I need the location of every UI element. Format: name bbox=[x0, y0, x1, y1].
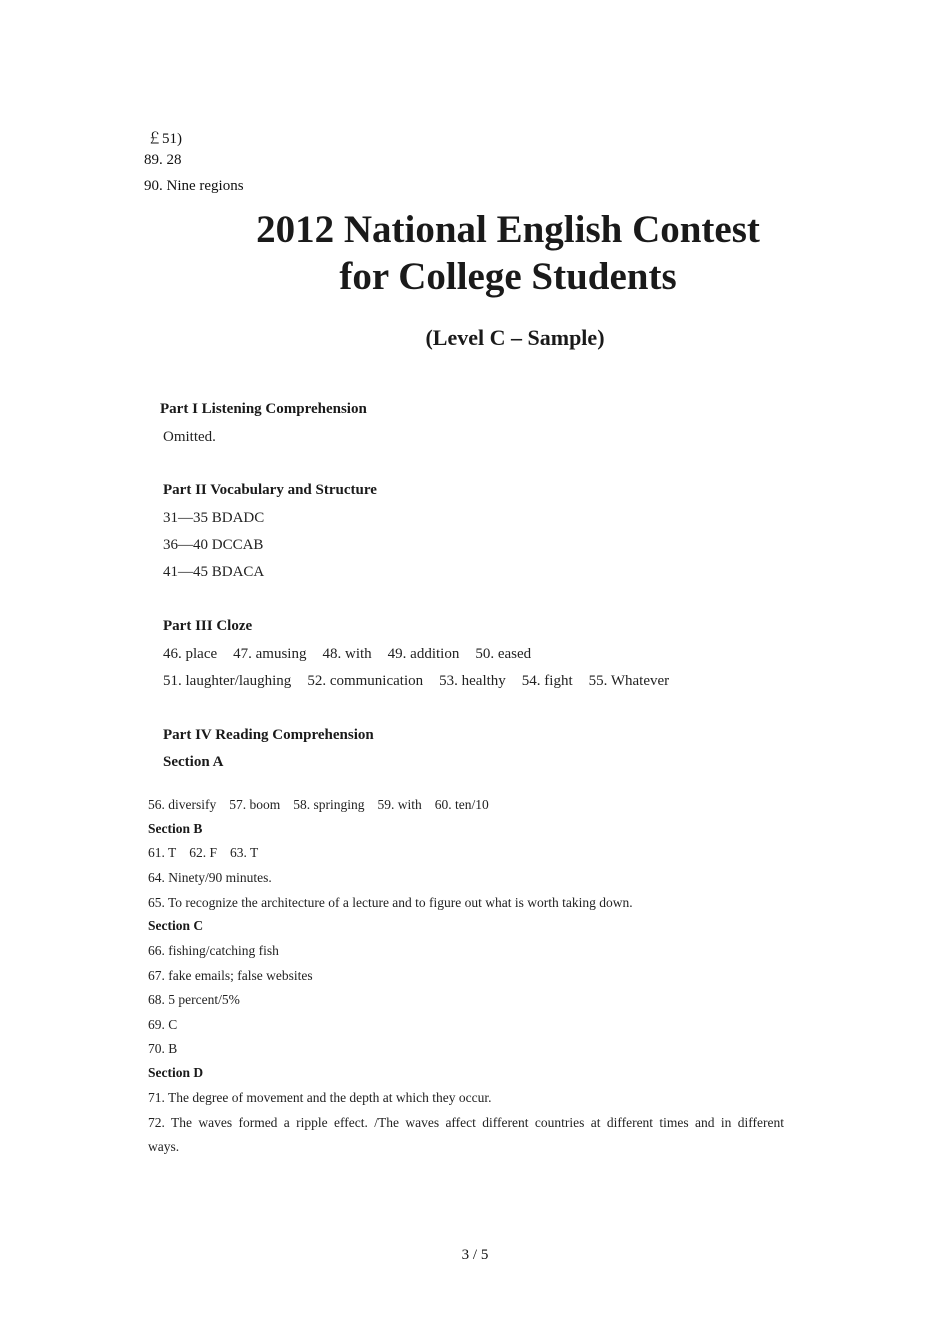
top-line-2: 89. 28 bbox=[144, 152, 182, 168]
reading-answer: 59. with bbox=[377, 797, 422, 812]
section-a-row bbox=[148, 797, 489, 813]
section-b-heading: Section B bbox=[148, 821, 203, 836]
page-subtitle: (Level C – Sample) bbox=[425, 325, 605, 350]
cloze-answer: 54. fight bbox=[521, 673, 573, 689]
answer-69: 69. C bbox=[148, 1017, 178, 1032]
section-c-heading: Section C bbox=[148, 918, 204, 933]
reading-answer: 60. ten/10 bbox=[434, 797, 489, 812]
section-b-row bbox=[148, 845, 258, 861]
answer-72-continued: ways. bbox=[148, 1139, 180, 1154]
top-line-1: ￡51) bbox=[147, 131, 182, 147]
cloze-answer: 53. healthy bbox=[439, 673, 506, 689]
cloze-answer: 51. laughter/laughing bbox=[163, 673, 292, 689]
page-title-line2: for College Students bbox=[339, 255, 677, 298]
part2-line-1: 31—35 BDADC bbox=[163, 510, 265, 526]
answer-70: 70. B bbox=[148, 1041, 178, 1056]
top-line-3: 90. Nine regions bbox=[144, 178, 244, 194]
answer-65: 65. To recognize the architecture of a lecture and to figure out what is worth taking down. bbox=[148, 895, 633, 910]
answer-66: 66. fishing/catching fish bbox=[148, 943, 279, 958]
part3-heading: Part III Cloze bbox=[163, 618, 253, 634]
page-number: 3 / 5 bbox=[461, 1247, 489, 1263]
cloze-answer: 55. Whatever bbox=[588, 673, 670, 689]
cloze-answer: 46. place bbox=[163, 646, 218, 662]
part4-heading: Part IV Reading Comprehension bbox=[163, 727, 374, 743]
part2-line-2: 36—40 DCCAB bbox=[163, 537, 264, 553]
answer-71: 71. The degree of movement and the depth at which they occur. bbox=[148, 1090, 492, 1105]
reading-answer: 56. diversify bbox=[148, 797, 217, 812]
cloze-answer: 50. eased bbox=[475, 646, 532, 662]
cloze-answer: 47. amusing bbox=[233, 646, 307, 662]
cloze-answer: 49. addition bbox=[387, 646, 460, 662]
part1-heading: Part I Listening Comprehension bbox=[160, 401, 367, 417]
reading-answer: 58. springing bbox=[293, 797, 365, 812]
section-a-heading: Section A bbox=[163, 754, 224, 770]
answer-68: 68. 5 percent/5% bbox=[148, 992, 240, 1007]
part3-row1 bbox=[163, 646, 547, 663]
page-title-line1: 2012 National English Contest bbox=[256, 208, 760, 251]
reading-answer: 61. T bbox=[148, 845, 177, 860]
part3-row2 bbox=[163, 673, 685, 690]
part1-text: Omitted. bbox=[163, 429, 216, 445]
reading-answer: 62. F bbox=[189, 845, 218, 860]
part2-heading: Part II Vocabulary and Structure bbox=[163, 482, 377, 498]
reading-answer: 63. T bbox=[230, 845, 259, 860]
reading-answer: 57. boom bbox=[229, 797, 281, 812]
answer-72: 72. The waves formed a ripple effect. /The waves affect different countries at different times and in different bbox=[148, 1115, 784, 1130]
section-d-heading: Section D bbox=[148, 1065, 204, 1080]
cloze-answer: 52. communication bbox=[307, 673, 424, 689]
cloze-answer: 48. with bbox=[322, 646, 372, 662]
answer-64: 64. Ninety/90 minutes. bbox=[148, 870, 272, 885]
part2-line-3: 41—45 BDACA bbox=[163, 564, 265, 580]
answer-67: 67. fake emails; false websites bbox=[148, 968, 313, 983]
